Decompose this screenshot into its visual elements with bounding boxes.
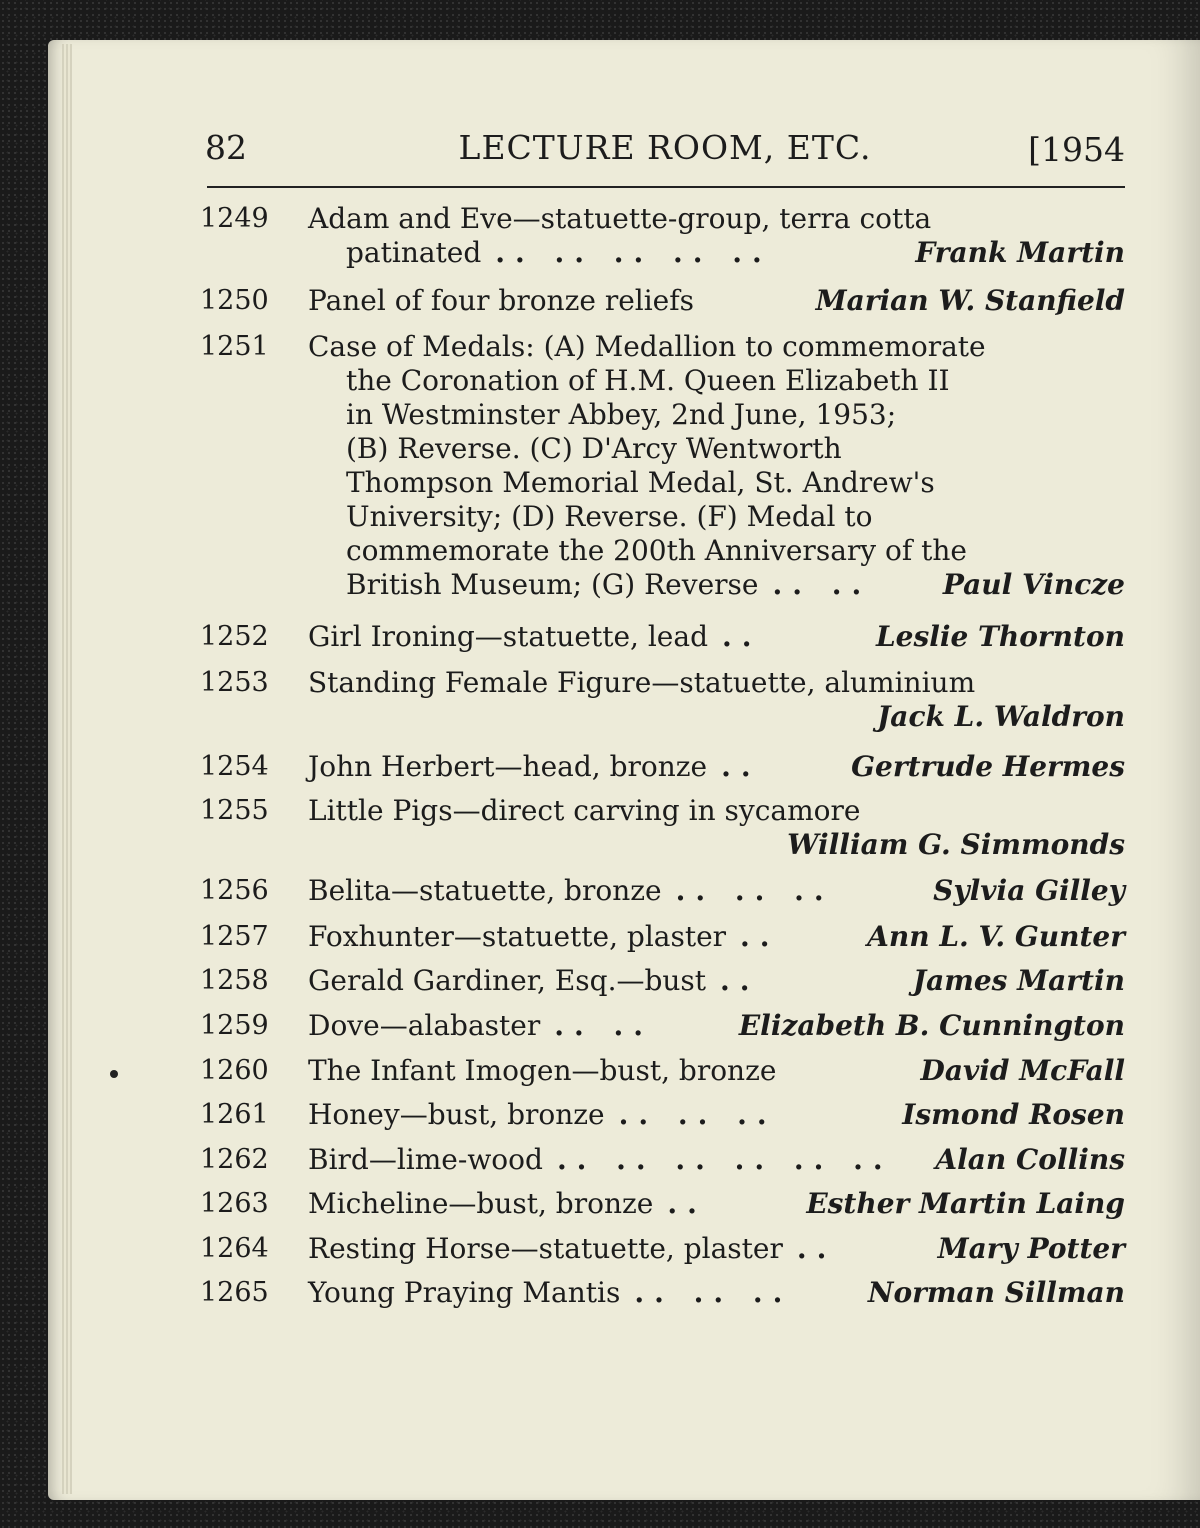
entry-line xyxy=(308,500,1125,534)
entry-number: 1257 xyxy=(200,921,269,952)
entry-artist: Frank Martin xyxy=(915,236,1125,269)
entry-artist: Gertrude Hermes xyxy=(851,750,1125,783)
entry-line xyxy=(308,1098,1125,1132)
entry-line xyxy=(308,202,1125,236)
entry-body xyxy=(308,1143,1125,1177)
entry-artist: Ismond Rosen xyxy=(902,1098,1125,1131)
leader-dots: .. xyxy=(667,1187,707,1220)
entry-artist: Mary Potter xyxy=(937,1232,1125,1265)
entry-description: Young Praying Mantis xyxy=(308,1276,621,1309)
leader-dots: .. .. .. xyxy=(634,1276,793,1309)
entry-number: 1249 xyxy=(200,203,269,234)
entry-line xyxy=(308,568,1125,602)
entry-line xyxy=(308,284,1125,318)
leader-dots: .. .. .. .. .. .. xyxy=(556,1143,893,1176)
entry-line xyxy=(308,1276,1125,1310)
entry-description: Adam and Eve—statuette-group, terra cotta xyxy=(308,202,932,235)
entry-artist: William G. Simmonds xyxy=(787,828,1125,861)
entry-line xyxy=(308,466,1125,500)
entry-artist: Elizabeth B. Cunnington xyxy=(738,1009,1125,1042)
entry-artist: James Martin xyxy=(912,964,1125,997)
entry-description: Thompson Memorial Medal, St. Andrew's xyxy=(346,466,935,499)
entry-body xyxy=(308,330,1125,602)
entry-line xyxy=(308,236,1125,270)
entry-line xyxy=(308,398,1125,432)
entry-line xyxy=(308,364,1125,398)
margin-mark xyxy=(110,1070,118,1078)
entry-number: 1264 xyxy=(200,1233,269,1264)
leader-dots: .. xyxy=(722,620,762,653)
entry-body xyxy=(308,1009,1125,1043)
entry-line xyxy=(308,534,1125,568)
entry-description: The Infant Imogen—bust, bronze xyxy=(308,1054,777,1087)
entry-number: 1263 xyxy=(200,1188,269,1219)
entry-body xyxy=(308,1276,1125,1310)
entry-description: Bird—lime-wood xyxy=(308,1143,543,1176)
entry-description: patinated xyxy=(346,236,482,269)
entry-body xyxy=(308,964,1125,998)
entry-line xyxy=(308,700,1125,734)
entry-body xyxy=(308,794,1125,862)
running-header xyxy=(205,128,1125,178)
entry-line xyxy=(308,1143,1125,1177)
entry-description: Panel of four bronze reliefs xyxy=(308,284,694,317)
entry-line xyxy=(308,1187,1125,1221)
entry-number: 1252 xyxy=(200,621,269,652)
entry-description: Little Pigs—direct carving in sycamore xyxy=(308,794,861,827)
entry-description: Resting Horse—statuette, plaster xyxy=(308,1232,783,1265)
header-rule xyxy=(207,186,1125,188)
entry-artist: Marian W. Stanfield xyxy=(815,284,1125,317)
entry-body xyxy=(308,1054,1125,1088)
entry-body xyxy=(308,1232,1125,1266)
entry-body xyxy=(308,1187,1125,1221)
leader-dots: .. .. .. .. .. xyxy=(495,236,772,269)
entry-number: 1261 xyxy=(200,1099,269,1130)
entry-artist: Sylvia Gilley xyxy=(933,874,1125,907)
entry-body xyxy=(308,920,1125,954)
entry-line xyxy=(308,1232,1125,1266)
entry-artist: Jack L. Waldron xyxy=(877,700,1125,733)
entry-line xyxy=(308,794,1125,828)
entry-description: Gerald Gardiner, Esq.—bust xyxy=(308,964,707,997)
entry-body xyxy=(308,874,1125,908)
entry-number: 1262 xyxy=(200,1144,269,1175)
entry-line xyxy=(308,828,1125,862)
entry-artist: David McFall xyxy=(920,1054,1125,1087)
entry-description: Micheline—bust, bronze xyxy=(308,1187,654,1220)
entry-description: the Coronation of H.M. Queen Elizabeth II xyxy=(346,364,950,397)
entry-number: 1259 xyxy=(200,1010,269,1041)
entry-artist: Leslie Thornton xyxy=(875,620,1125,653)
leader-dots: .. .. xyxy=(554,1009,653,1042)
entry-artist: Alan Collins xyxy=(935,1143,1125,1176)
entry-number: 1256 xyxy=(200,875,269,906)
entry-line xyxy=(308,1009,1125,1043)
page-edge xyxy=(62,44,72,1494)
leader-dots: .. xyxy=(740,920,780,953)
leader-dots: .. xyxy=(720,964,760,997)
entry-artist: Ann L. V. Gunter xyxy=(867,920,1125,953)
page-title: LECTURE ROOM, ETC. xyxy=(458,128,872,167)
entry-description: Case of Medals: (A) Medallion to commemorate xyxy=(308,330,986,363)
entry-artist: Norman Sillman xyxy=(867,1276,1125,1309)
entry-line xyxy=(308,432,1125,466)
entry-description: (B) Reverse. (C) D'Arcy Wentworth xyxy=(346,432,842,465)
entry-body xyxy=(308,666,1125,734)
entry-number: 1265 xyxy=(200,1277,269,1308)
entry-number: 1251 xyxy=(200,331,269,362)
entry-line xyxy=(308,964,1125,998)
entry-description: John Herbert—head, bronze xyxy=(308,750,708,783)
entry-description: Foxhunter—statuette, plaster xyxy=(308,920,727,953)
entry-artist: Paul Vincze xyxy=(942,568,1125,601)
entry-description: Girl Ironing—statuette, lead xyxy=(308,620,708,653)
entry-body xyxy=(308,750,1125,784)
entry-number: 1260 xyxy=(200,1055,269,1086)
entry-description: Honey—bust, bronze xyxy=(308,1098,605,1131)
leader-dots: .. xyxy=(721,750,761,783)
header-year: [1954 xyxy=(1028,130,1125,169)
entry-line xyxy=(308,920,1125,954)
entry-number: 1250 xyxy=(200,285,269,316)
entry-line xyxy=(308,874,1125,908)
entry-line xyxy=(308,330,1125,364)
entry-body xyxy=(308,1098,1125,1132)
entry-number: 1258 xyxy=(200,965,269,996)
leader-dots: .. .. .. xyxy=(618,1098,777,1131)
entry-description: British Museum; (G) Reverse xyxy=(346,568,759,601)
entry-description: Standing Female Figure—statuette, aluminium xyxy=(308,666,976,699)
entry-line xyxy=(308,750,1125,784)
entry-description: Belita—statuette, bronze xyxy=(308,874,662,907)
leader-dots: .. .. .. xyxy=(675,874,834,907)
leader-dots: .. .. xyxy=(772,568,872,601)
entry-number: 1254 xyxy=(200,751,269,782)
entry-line xyxy=(308,1054,1125,1088)
entry-body xyxy=(308,284,1125,318)
entry-line xyxy=(308,620,1125,654)
entry-number: 1253 xyxy=(200,667,269,698)
entry-artist: Esther Martin Laing xyxy=(806,1187,1125,1220)
entry-description: in Westminster Abbey, 2nd June, 1953; xyxy=(346,398,897,431)
entry-description: University; (D) Reverse. (F) Medal to xyxy=(346,500,873,533)
entry-description: Dove—alabaster xyxy=(308,1009,541,1042)
entry-body xyxy=(308,202,1125,270)
entry-body xyxy=(308,620,1125,654)
entry-line xyxy=(308,666,1125,700)
entry-number: 1255 xyxy=(200,795,269,826)
leader-dots: .. xyxy=(796,1232,837,1265)
entry-description: commemorate the 200th Anniversary of the xyxy=(346,534,967,567)
page-number: 82 xyxy=(205,128,247,167)
